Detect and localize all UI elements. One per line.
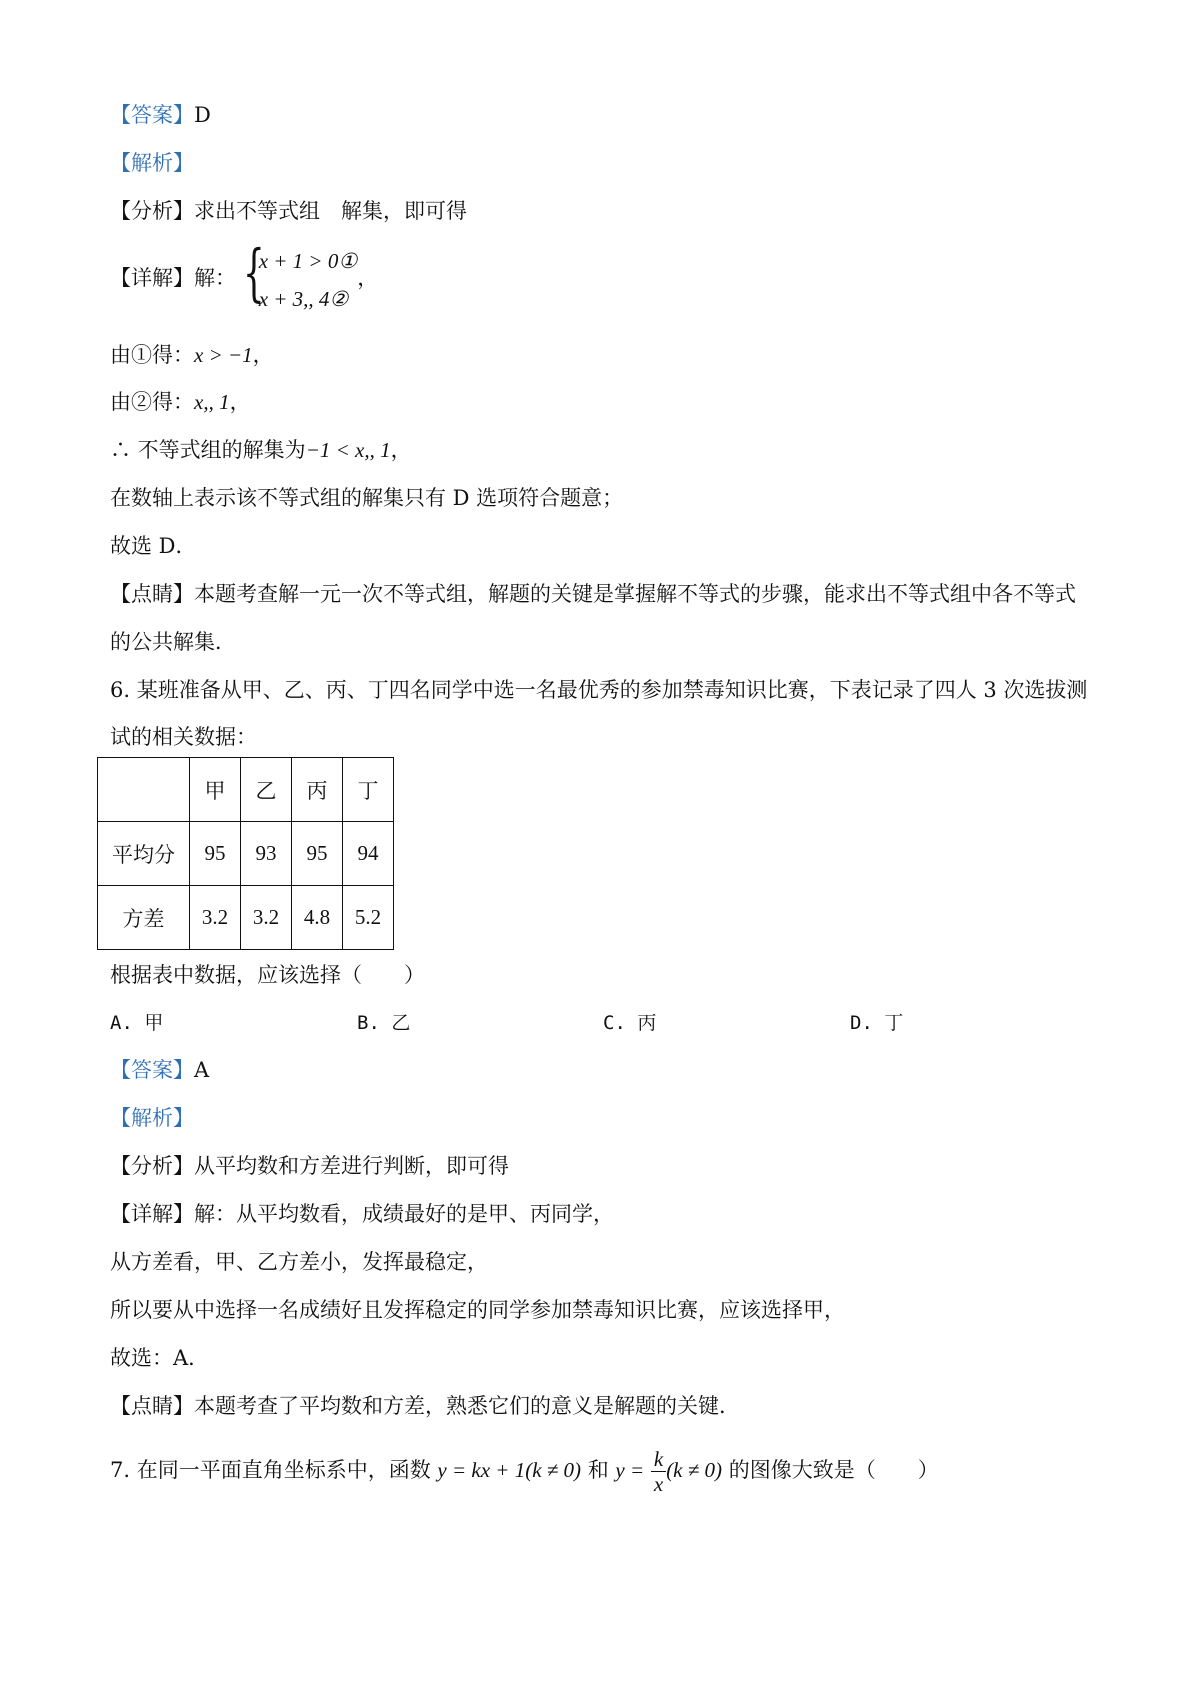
table-cell: 5.2 xyxy=(343,886,394,950)
table-header-cell: 乙 xyxy=(241,758,292,822)
table-cell: 93 xyxy=(241,822,292,886)
answer-value: D xyxy=(194,103,211,127)
jiexi-heading: 【解析】 xyxy=(110,151,194,175)
answer-value: A xyxy=(194,1058,210,1082)
jiexi-heading: 【解析】 xyxy=(110,1106,194,1130)
step-3-tail: ， xyxy=(390,438,412,462)
table-cell: 95 xyxy=(292,822,343,886)
q7-function-1: y = kx + 1(k ≠ 0) xyxy=(437,1458,582,1482)
step-1-prefix: 由①得： xyxy=(110,343,194,367)
answer-line-q6 xyxy=(110,1055,209,1085)
option-c: C. 丙 xyxy=(603,1012,657,1034)
fraction-denominator: x xyxy=(653,1472,664,1496)
table-cell: 94 xyxy=(343,822,394,886)
table-cell: 4.8 xyxy=(292,886,343,950)
table-header-cell xyxy=(98,758,190,822)
step-3-prefix: ∴ 不等式组的解集为 xyxy=(110,438,306,462)
inequality-tail: ， xyxy=(357,266,379,290)
solution-line: 故选：A． xyxy=(110,1346,210,1370)
inequality-2: x + 3,, 4② xyxy=(258,286,349,311)
inequality-1: x + 1 > 0① xyxy=(258,248,358,273)
step-2-prefix: 由②得： xyxy=(110,390,194,414)
fenxi-paragraph: 【分析】求出不等式组 解集，即可得 xyxy=(110,199,467,223)
table-cell: 3.2 xyxy=(241,886,292,950)
dianjing-line-1: 【点睛】本题考查解一元一次不等式组，解题的关键是掌握解不等式的步骤，能求出不等式组中各不等式 xyxy=(110,582,1076,606)
answer-tag: 【答案】 xyxy=(110,1058,194,1082)
solution-line: 所以要从中选择一名成绩好且发挥稳定的同学参加禁毒知识比赛，应该选择甲， xyxy=(110,1298,845,1322)
brace-symbol: { xyxy=(242,235,265,309)
table-header-cell: 丁 xyxy=(343,758,394,822)
q7-prefix: 7. 在同一平面直角坐标系中，函数 xyxy=(110,1458,431,1482)
q7-fraction xyxy=(651,1447,666,1496)
inequality-system xyxy=(242,235,358,318)
table-row xyxy=(98,822,394,886)
step-5: 故选 D． xyxy=(110,534,197,558)
step-1 xyxy=(110,340,274,370)
step-2-tail: ， xyxy=(229,390,251,414)
step-2 xyxy=(110,387,251,417)
q7-function-2-lhs: y = xyxy=(615,1458,645,1482)
q6-stem-line-2: 试的相关数据： xyxy=(110,725,257,749)
table-cell: 平均分 xyxy=(98,822,190,886)
step-3-math: −1 < x,, 1 xyxy=(305,438,391,462)
table-row xyxy=(98,886,394,950)
fraction-numerator: k xyxy=(651,1447,666,1472)
answer-line-q5 xyxy=(110,100,211,130)
option-b: B. 乙 xyxy=(357,1012,411,1034)
fenxi-paragraph: 【分析】从平均数和方差进行判断，即可得 xyxy=(110,1154,509,1178)
q7-and: 和 xyxy=(587,1458,609,1482)
step-4: 在数轴上表示该不等式组的解集只有 D 选项符合题意； xyxy=(110,486,624,510)
option-a: A. 甲 xyxy=(110,1012,164,1034)
table-header-row xyxy=(98,758,394,822)
q7-suffix: 的图像大致是（ ） xyxy=(728,1458,939,1482)
q6-question: 根据表中数据，应该选择（ ） xyxy=(110,963,425,987)
step-3 xyxy=(110,435,412,465)
answer-tag: 【答案】 xyxy=(110,103,194,127)
dianjing-paragraph: 【点睛】本题考查了平均数和方差，熟悉它们的意义是解题的关键． xyxy=(110,1394,740,1418)
dianjing-line-2: 的公共解集． xyxy=(110,630,236,654)
xiangjie-paragraph xyxy=(110,235,379,318)
q7-stem xyxy=(110,1442,939,1498)
table-cell: 3.2 xyxy=(190,886,241,950)
step-1-math: x > −1 xyxy=(194,343,253,367)
table-cell: 方差 xyxy=(98,886,190,950)
xiangjie-label: 【详解】解： xyxy=(110,266,236,290)
q7-function-2-condition: (k ≠ 0) xyxy=(666,1458,723,1482)
table-header-cell: 丙 xyxy=(292,758,343,822)
solution-line: 从方差看，甲、乙方差小，发挥最稳定， xyxy=(110,1250,488,1274)
step-1-tail: ， xyxy=(252,343,274,367)
step-2-math: x,, 1 xyxy=(194,390,230,414)
table-header-cell: 甲 xyxy=(190,758,241,822)
table-cell: 95 xyxy=(190,822,241,886)
option-d: D. 丁 xyxy=(850,1012,904,1034)
q6-data-table xyxy=(97,757,394,950)
q6-stem-line-1: 6. 某班准备从甲、乙、丙、丁四名同学中选一名最优秀的参加禁毒知识比赛，下表记录了四人 3 次选拔测 xyxy=(110,678,1088,702)
xiangjie-paragraph: 【详解】解：从平均数看，成绩最好的是甲、丙同学， xyxy=(110,1202,614,1226)
